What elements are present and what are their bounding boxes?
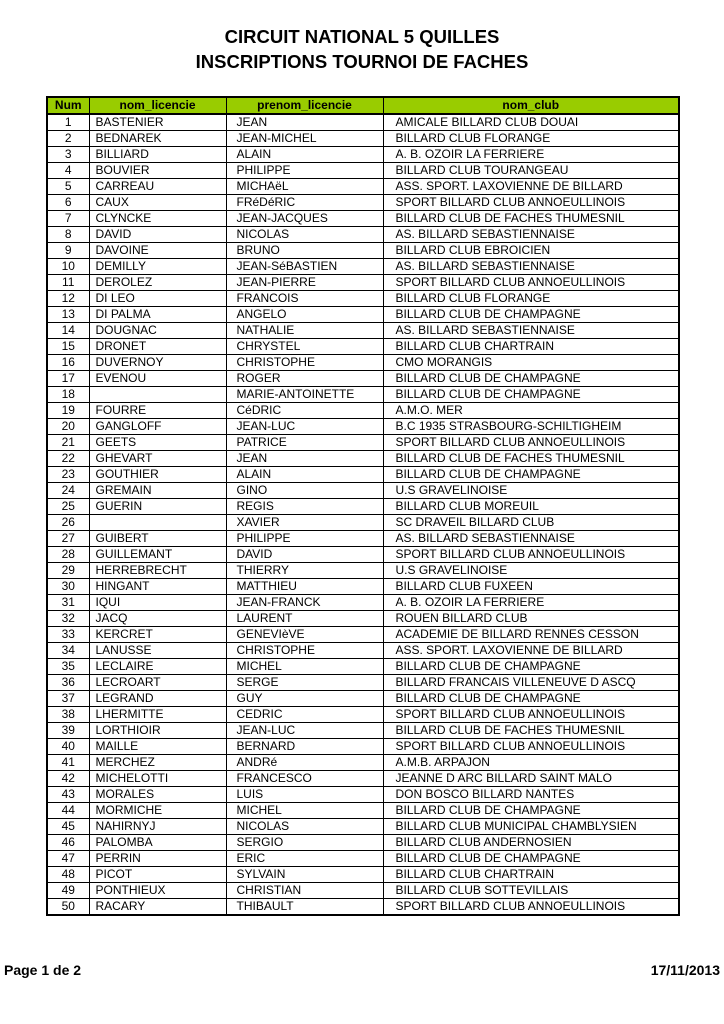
cell-num: 41	[47, 755, 89, 771]
table-row	[47, 643, 679, 659]
cell-prenom-licencie: CHRYSTEL	[226, 339, 383, 355]
cell-prenom-licencie: ANGELO	[226, 307, 383, 323]
cell-nom-licencie: GOUTHIER	[89, 467, 226, 483]
column-header-num: Num	[47, 97, 89, 114]
cell-nom-licencie: BEDNAREK	[89, 131, 226, 147]
cell-num: 14	[47, 323, 89, 339]
cell-prenom-licencie: BERNARD	[226, 739, 383, 755]
cell-nom-club: BILLARD CLUB DE CHAMPAGNE	[383, 691, 679, 707]
table-row	[47, 547, 679, 563]
cell-nom-licencie: HERREBRECHT	[89, 563, 226, 579]
cell-nom-club: BILLARD CLUB EBROICIEN	[383, 243, 679, 259]
cell-nom-licencie: CAUX	[89, 195, 226, 211]
cell-nom-club: BILLARD CLUB DE CHAMPAGNE	[383, 307, 679, 323]
cell-prenom-licencie: JEAN	[226, 451, 383, 467]
cell-prenom-licencie: SYLVAIN	[226, 867, 383, 883]
cell-nom-licencie: DI LEO	[89, 291, 226, 307]
cell-prenom-licencie: REGIS	[226, 499, 383, 515]
table-header-row	[47, 97, 679, 114]
cell-num: 28	[47, 547, 89, 563]
cell-num: 50	[47, 899, 89, 916]
cell-nom-club: ACADEMIE DE BILLARD RENNES CESSON	[383, 627, 679, 643]
table-row	[47, 819, 679, 835]
cell-num: 12	[47, 291, 89, 307]
document-title	[0, 24, 724, 74]
cell-prenom-licencie: JEAN-SéBASTIEN	[226, 259, 383, 275]
table-row	[47, 883, 679, 899]
cell-num: 3	[47, 147, 89, 163]
cell-prenom-licencie: ROGER	[226, 371, 383, 387]
cell-prenom-licencie: ERIC	[226, 851, 383, 867]
cell-nom-licencie: GEETS	[89, 435, 226, 451]
cell-prenom-licencie: CEDRIC	[226, 707, 383, 723]
cell-prenom-licencie: JEAN-LUC	[226, 723, 383, 739]
cell-num: 49	[47, 883, 89, 899]
cell-nom-club: BILLARD CLUB DE FACHES THUMESNIL	[383, 451, 679, 467]
cell-nom-club: B.C 1935 STRASBOURG-SCHILTIGHEIM	[383, 419, 679, 435]
cell-prenom-licencie: ALAIN	[226, 467, 383, 483]
cell-prenom-licencie: CHRISTIAN	[226, 883, 383, 899]
cell-prenom-licencie: JEAN-FRANCK	[226, 595, 383, 611]
cell-prenom-licencie: SERGE	[226, 675, 383, 691]
table-row	[47, 355, 679, 371]
cell-prenom-licencie: MICHEL	[226, 659, 383, 675]
cell-prenom-licencie: JEAN-PIERRE	[226, 275, 383, 291]
cell-nom-club: BILLARD CLUB TOURANGEAU	[383, 163, 679, 179]
cell-nom-club: SPORT BILLARD CLUB ANNOEULLINOIS	[383, 707, 679, 723]
cell-nom-club: BILLARD CLUB CHARTRAIN	[383, 867, 679, 883]
table-row	[47, 611, 679, 627]
cell-nom-licencie: DI PALMA	[89, 307, 226, 323]
cell-num: 7	[47, 211, 89, 227]
cell-nom-club: A.M.B. ARPAJON	[383, 755, 679, 771]
cell-nom-club: BILLARD CLUB DE CHAMPAGNE	[383, 659, 679, 675]
cell-nom-licencie: PONTHIEUX	[89, 883, 226, 899]
cell-num: 25	[47, 499, 89, 515]
table-row	[47, 563, 679, 579]
cell-prenom-licencie: ANDRé	[226, 755, 383, 771]
cell-num: 22	[47, 451, 89, 467]
table-row	[47, 787, 679, 803]
cell-num: 33	[47, 627, 89, 643]
table-row	[47, 291, 679, 307]
cell-prenom-licencie: PATRICE	[226, 435, 383, 451]
cell-nom-licencie: MORALES	[89, 787, 226, 803]
cell-nom-club: A.M.O. MER	[383, 403, 679, 419]
cell-num: 34	[47, 643, 89, 659]
cell-num: 47	[47, 851, 89, 867]
table-row	[47, 739, 679, 755]
cell-num: 9	[47, 243, 89, 259]
cell-prenom-licencie: CHRISTOPHE	[226, 643, 383, 659]
table-row	[47, 371, 679, 387]
cell-nom-licencie: DRONET	[89, 339, 226, 355]
cell-nom-licencie: GREMAIN	[89, 483, 226, 499]
cell-num: 45	[47, 819, 89, 835]
cell-nom-club: ASS. SPORT. LAXOVIENNE DE BILLARD	[383, 643, 679, 659]
cell-prenom-licencie: ALAIN	[226, 147, 383, 163]
table-row	[47, 867, 679, 883]
table-row	[47, 755, 679, 771]
cell-prenom-licencie: DAVID	[226, 547, 383, 563]
cell-nom-licencie: LECLAIRE	[89, 659, 226, 675]
cell-nom-licencie: RACARY	[89, 899, 226, 916]
cell-prenom-licencie: MATTHIEU	[226, 579, 383, 595]
cell-prenom-licencie: MICHAëL	[226, 179, 383, 195]
cell-nom-licencie	[89, 387, 226, 403]
cell-nom-licencie: DEROLEZ	[89, 275, 226, 291]
cell-nom-club: BILLARD CLUB SOTTEVILLAIS	[383, 883, 679, 899]
cell-num: 19	[47, 403, 89, 419]
table-row	[47, 211, 679, 227]
cell-nom-licencie: PICOT	[89, 867, 226, 883]
cell-num: 23	[47, 467, 89, 483]
table-row	[47, 659, 679, 675]
cell-num: 5	[47, 179, 89, 195]
cell-num: 6	[47, 195, 89, 211]
cell-prenom-licencie: CéDRIC	[226, 403, 383, 419]
table-row	[47, 307, 679, 323]
cell-num: 36	[47, 675, 89, 691]
table-row	[47, 595, 679, 611]
cell-num: 15	[47, 339, 89, 355]
cell-prenom-licencie: JEAN	[226, 114, 383, 131]
cell-num: 31	[47, 595, 89, 611]
table-row	[47, 771, 679, 787]
cell-num: 29	[47, 563, 89, 579]
cell-prenom-licencie: NICOLAS	[226, 819, 383, 835]
cell-nom-club: DON BOSCO BILLARD NANTES	[383, 787, 679, 803]
table-row	[47, 387, 679, 403]
cell-nom-club: BILLARD CLUB DE CHAMPAGNE	[383, 467, 679, 483]
cell-nom-licencie: DOUGNAC	[89, 323, 226, 339]
cell-nom-licencie: MAILLE	[89, 739, 226, 755]
cell-nom-club: BILLARD CLUB MUNICIPAL CHAMBLYSIEN	[383, 819, 679, 835]
cell-nom-licencie: KERCRET	[89, 627, 226, 643]
cell-prenom-licencie: FRANCOIS	[226, 291, 383, 307]
cell-nom-club: SPORT BILLARD CLUB ANNOEULLINOIS	[383, 739, 679, 755]
cell-nom-licencie: BASTENIER	[89, 114, 226, 131]
cell-nom-licencie: FOURRE	[89, 403, 226, 419]
cell-nom-licencie: CLYNCKE	[89, 211, 226, 227]
table-row	[47, 195, 679, 211]
cell-prenom-licencie: PHILIPPE	[226, 163, 383, 179]
cell-num: 8	[47, 227, 89, 243]
cell-prenom-licencie: NATHALIE	[226, 323, 383, 339]
column-header-prenom-licencie: prenom_licencie	[226, 97, 383, 114]
table-row	[47, 163, 679, 179]
cell-prenom-licencie: SERGIO	[226, 835, 383, 851]
cell-prenom-licencie: MARIE-ANTOINETTE	[226, 387, 383, 403]
column-header-nom-licencie: nom_licencie	[89, 97, 226, 114]
table-row	[47, 419, 679, 435]
cell-prenom-licencie: JEAN-JACQUES	[226, 211, 383, 227]
table-row	[47, 851, 679, 867]
cell-nom-club: BILLARD CLUB DE FACHES THUMESNIL	[383, 723, 679, 739]
cell-prenom-licencie: FRéDéRIC	[226, 195, 383, 211]
cell-nom-club: SPORT BILLARD CLUB ANNOEULLINOIS	[383, 899, 679, 916]
cell-prenom-licencie: THIERRY	[226, 563, 383, 579]
cell-nom-club: AS. BILLARD SEBASTIENNAISE	[383, 259, 679, 275]
cell-nom-club: CMO MORANGIS	[383, 355, 679, 371]
table-row	[47, 723, 679, 739]
cell-nom-licencie: HINGANT	[89, 579, 226, 595]
cell-nom-licencie: LEGRAND	[89, 691, 226, 707]
cell-nom-licencie: MORMICHE	[89, 803, 226, 819]
cell-num: 20	[47, 419, 89, 435]
cell-nom-club: BILLARD CLUB DE CHAMPAGNE	[383, 803, 679, 819]
table-row	[47, 259, 679, 275]
cell-nom-club: BILLARD CLUB MOREUIL	[383, 499, 679, 515]
table-row	[47, 451, 679, 467]
table-row	[47, 243, 679, 259]
cell-nom-club: BILLARD CLUB ANDERNOSIEN	[383, 835, 679, 851]
cell-prenom-licencie: JEAN-LUC	[226, 419, 383, 435]
cell-nom-licencie: IQUI	[89, 595, 226, 611]
cell-num: 43	[47, 787, 89, 803]
cell-num: 37	[47, 691, 89, 707]
cell-num: 39	[47, 723, 89, 739]
table-row	[47, 707, 679, 723]
cell-prenom-licencie: BRUNO	[226, 243, 383, 259]
table-row	[47, 114, 679, 131]
cell-nom-licencie: DEMILLY	[89, 259, 226, 275]
cell-num: 4	[47, 163, 89, 179]
cell-nom-club: BILLARD CLUB DE CHAMPAGNE	[383, 371, 679, 387]
cell-nom-club: BILLARD CLUB FUXEEN	[383, 579, 679, 595]
cell-nom-licencie: GUIBERT	[89, 531, 226, 547]
cell-nom-club: SPORT BILLARD CLUB ANNOEULLINOIS	[383, 547, 679, 563]
cell-nom-club: BILLARD CLUB DE FACHES THUMESNIL	[383, 211, 679, 227]
cell-nom-licencie: DAVOINE	[89, 243, 226, 259]
cell-nom-club: BILLARD CLUB FLORANGE	[383, 131, 679, 147]
cell-prenom-licencie: CHRISTOPHE	[226, 355, 383, 371]
cell-prenom-licencie: XAVIER	[226, 515, 383, 531]
cell-nom-licencie: LECROART	[89, 675, 226, 691]
cell-nom-club: U.S GRAVELINOISE	[383, 483, 679, 499]
cell-nom-club: SC DRAVEIL BILLARD CLUB	[383, 515, 679, 531]
cell-nom-licencie: JACQ	[89, 611, 226, 627]
cell-nom-licencie: MICHELOTTI	[89, 771, 226, 787]
cell-prenom-licencie: GUY	[226, 691, 383, 707]
table-row	[47, 339, 679, 355]
cell-nom-licencie: GHEVART	[89, 451, 226, 467]
cell-num: 27	[47, 531, 89, 547]
cell-num: 13	[47, 307, 89, 323]
cell-nom-licencie: PALOMBA	[89, 835, 226, 851]
cell-nom-club: ROUEN BILLARD CLUB	[383, 611, 679, 627]
table-body	[47, 114, 679, 915]
cell-nom-licencie: NAHIRNYJ	[89, 819, 226, 835]
table-row	[47, 483, 679, 499]
table-row	[47, 803, 679, 819]
cell-num: 11	[47, 275, 89, 291]
cell-prenom-licencie: THIBAULT	[226, 899, 383, 916]
cell-num: 16	[47, 355, 89, 371]
cell-prenom-licencie: GINO	[226, 483, 383, 499]
document-date: 17/11/2013	[650, 962, 720, 978]
cell-nom-club: A. B. OZOIR LA FERRIERE	[383, 147, 679, 163]
table-row	[47, 179, 679, 195]
cell-num: 42	[47, 771, 89, 787]
table-row	[47, 899, 679, 916]
cell-num: 32	[47, 611, 89, 627]
cell-num: 48	[47, 867, 89, 883]
cell-num: 46	[47, 835, 89, 851]
cell-nom-club: BILLARD CLUB DE CHAMPAGNE	[383, 387, 679, 403]
cell-prenom-licencie: NICOLAS	[226, 227, 383, 243]
cell-nom-licencie: GUERIN	[89, 499, 226, 515]
cell-nom-licencie: LORTHIOIR	[89, 723, 226, 739]
cell-nom-club: BILLARD CLUB DE CHAMPAGNE	[383, 851, 679, 867]
cell-nom-licencie: BILLIARD	[89, 147, 226, 163]
table-row	[47, 835, 679, 851]
cell-nom-club: AS. BILLARD SEBASTIENNAISE	[383, 531, 679, 547]
cell-nom-club: U.S GRAVELINOISE	[383, 563, 679, 579]
cell-num: 21	[47, 435, 89, 451]
cell-nom-club: ASS. SPORT. LAXOVIENNE DE BILLARD	[383, 179, 679, 195]
cell-num: 44	[47, 803, 89, 819]
cell-nom-licencie: GANGLOFF	[89, 419, 226, 435]
table-row	[47, 675, 679, 691]
cell-nom-licencie: BOUVIER	[89, 163, 226, 179]
table-row	[47, 275, 679, 291]
cell-num: 2	[47, 131, 89, 147]
cell-nom-licencie: EVENOU	[89, 371, 226, 387]
cell-nom-club: AS. BILLARD SEBASTIENNAISE	[383, 227, 679, 243]
title-line-1: CIRCUIT NATIONAL 5 QUILLES	[224, 26, 500, 47]
cell-nom-licencie: CARREAU	[89, 179, 226, 195]
table-row	[47, 627, 679, 643]
cell-prenom-licencie: MICHEL	[226, 803, 383, 819]
cell-num: 10	[47, 259, 89, 275]
table-row	[47, 579, 679, 595]
cell-nom-club: JEANNE D ARC BILLARD SAINT MALO	[383, 771, 679, 787]
cell-num: 17	[47, 371, 89, 387]
cell-num: 24	[47, 483, 89, 499]
table-row	[47, 403, 679, 419]
cell-nom-club: A. B. OZOIR LA FERRIERE	[383, 595, 679, 611]
table-row	[47, 515, 679, 531]
cell-prenom-licencie: FRANCESCO	[226, 771, 383, 787]
cell-num: 18	[47, 387, 89, 403]
table-row	[47, 323, 679, 339]
cell-nom-licencie: MERCHEZ	[89, 755, 226, 771]
cell-nom-licencie: LANUSSE	[89, 643, 226, 659]
registrations-table	[46, 96, 680, 916]
cell-nom-licencie: DAVID	[89, 227, 226, 243]
table-row	[47, 147, 679, 163]
cell-nom-licencie: LHERMITTE	[89, 707, 226, 723]
cell-nom-club: AS. BILLARD SEBASTIENNAISE	[383, 323, 679, 339]
cell-nom-club: SPORT BILLARD CLUB ANNOEULLINOIS	[383, 195, 679, 211]
cell-prenom-licencie: LAURENT	[226, 611, 383, 627]
cell-num: 30	[47, 579, 89, 595]
cell-nom-licencie: DUVERNOY	[89, 355, 226, 371]
cell-num: 38	[47, 707, 89, 723]
page-number: Page 1 de 2	[4, 962, 82, 978]
table-row	[47, 467, 679, 483]
table-row	[47, 531, 679, 547]
cell-nom-club: BILLARD CLUB FLORANGE	[383, 291, 679, 307]
column-header-nom-club: nom_club	[383, 97, 679, 114]
cell-nom-club: SPORT BILLARD CLUB ANNOEULLINOIS	[383, 435, 679, 451]
cell-num: 40	[47, 739, 89, 755]
cell-nom-club: BILLARD FRANCAIS VILLENEUVE D ASCQ	[383, 675, 679, 691]
table-row	[47, 131, 679, 147]
cell-prenom-licencie: GENEVIèVE	[226, 627, 383, 643]
cell-nom-licencie: GUILLEMANT	[89, 547, 226, 563]
cell-nom-licencie: PERRIN	[89, 851, 226, 867]
table-row	[47, 435, 679, 451]
cell-prenom-licencie: LUIS	[226, 787, 383, 803]
cell-nom-club: SPORT BILLARD CLUB ANNOEULLINOIS	[383, 275, 679, 291]
table-row	[47, 227, 679, 243]
cell-prenom-licencie: PHILIPPE	[226, 531, 383, 547]
cell-prenom-licencie: JEAN-MICHEL	[226, 131, 383, 147]
cell-nom-club: BILLARD CLUB CHARTRAIN	[383, 339, 679, 355]
cell-nom-licencie	[89, 515, 226, 531]
table-row	[47, 499, 679, 515]
cell-nom-club: AMICALE BILLARD CLUB DOUAI	[383, 114, 679, 131]
title-line-2: INSCRIPTIONS TOURNOI DE FACHES	[195, 51, 529, 72]
cell-num: 26	[47, 515, 89, 531]
cell-num: 35	[47, 659, 89, 675]
cell-num: 1	[47, 114, 89, 131]
table-row	[47, 691, 679, 707]
